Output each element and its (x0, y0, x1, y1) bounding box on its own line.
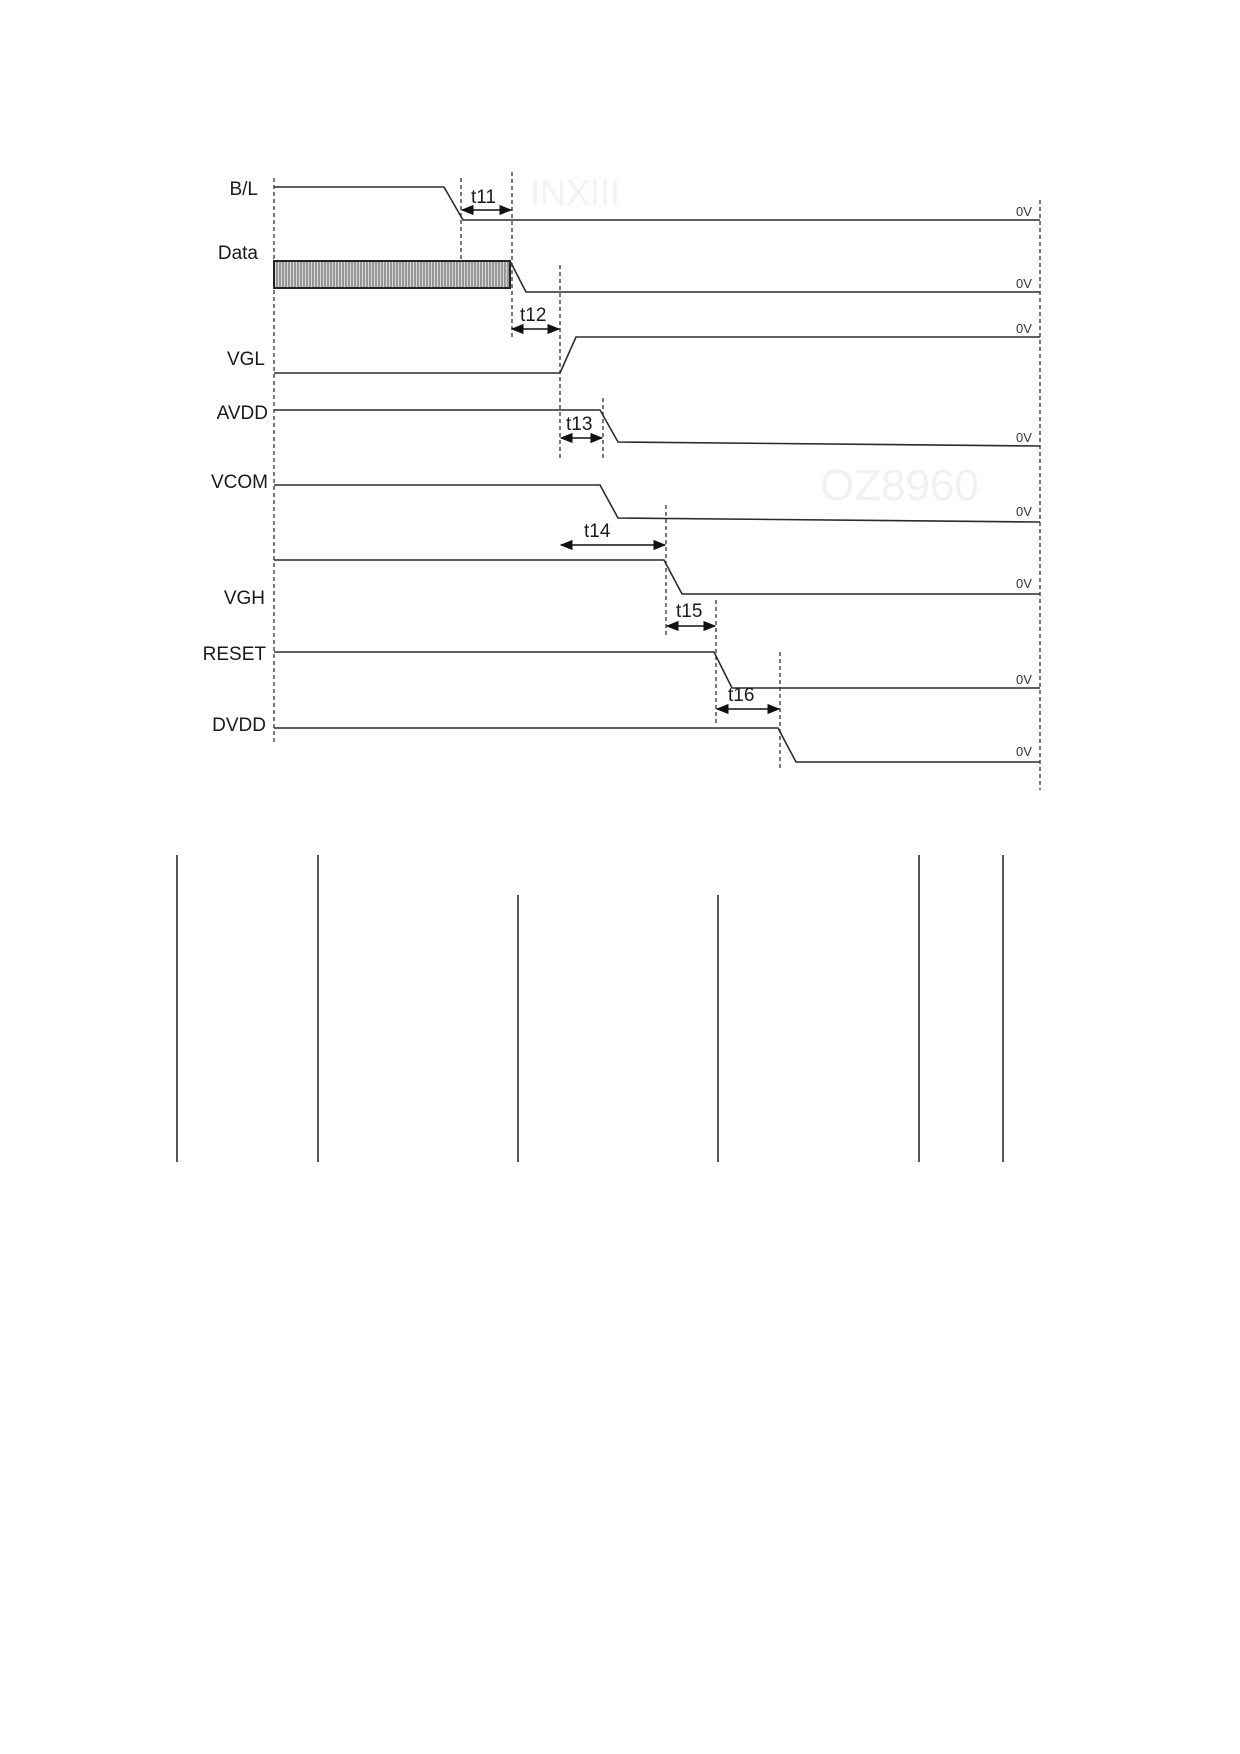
timing-label-t16: t16 (728, 685, 755, 706)
signal-label-vgl: VGL (226, 349, 265, 370)
zero-label-dvdd: 0V (1016, 744, 1032, 759)
zero-label-bl: 0V (1016, 204, 1032, 219)
signal-label-reset: RESET (202, 644, 266, 665)
zero-label-avdd: 0V (1016, 430, 1032, 445)
zero-label-vgl: 0V (1016, 321, 1032, 336)
waveform-dvdd (274, 728, 1040, 762)
signal-label-vcom: VCOM (211, 472, 268, 493)
timing-label-t13: t13 (566, 414, 593, 435)
zero-label-vcom: 0V (1016, 504, 1032, 519)
waveform-avdd (274, 410, 1040, 446)
signal-label-bl: B/L (229, 179, 258, 200)
waveform-vgl (274, 337, 1040, 373)
zero-label-data: 0V (1016, 276, 1032, 291)
signal-label-vgh: VGH (223, 588, 265, 609)
waveform-bl (274, 187, 1040, 220)
timing-label-t11: t11 (471, 187, 497, 208)
signal-label-dvdd: DVDD (212, 715, 266, 736)
waveform-vgh (274, 560, 1040, 594)
faint-watermark: INXIII (530, 172, 621, 213)
timing-label-t14: t14 (584, 521, 611, 542)
signal-label-data: Data (217, 243, 258, 264)
timing-label-t15: t15 (676, 601, 703, 622)
zero-label-vgh: 0V (1016, 576, 1032, 591)
waveform-data-active-block (274, 261, 510, 288)
signal-label-avdd: AVDD (216, 403, 268, 424)
waveform-reset (274, 652, 1040, 688)
waveform-data (510, 261, 1040, 292)
watermark: OZ8960 (820, 461, 979, 510)
timing-label-t12: t12 (520, 305, 547, 326)
zero-label-reset: 0V (1016, 672, 1032, 687)
